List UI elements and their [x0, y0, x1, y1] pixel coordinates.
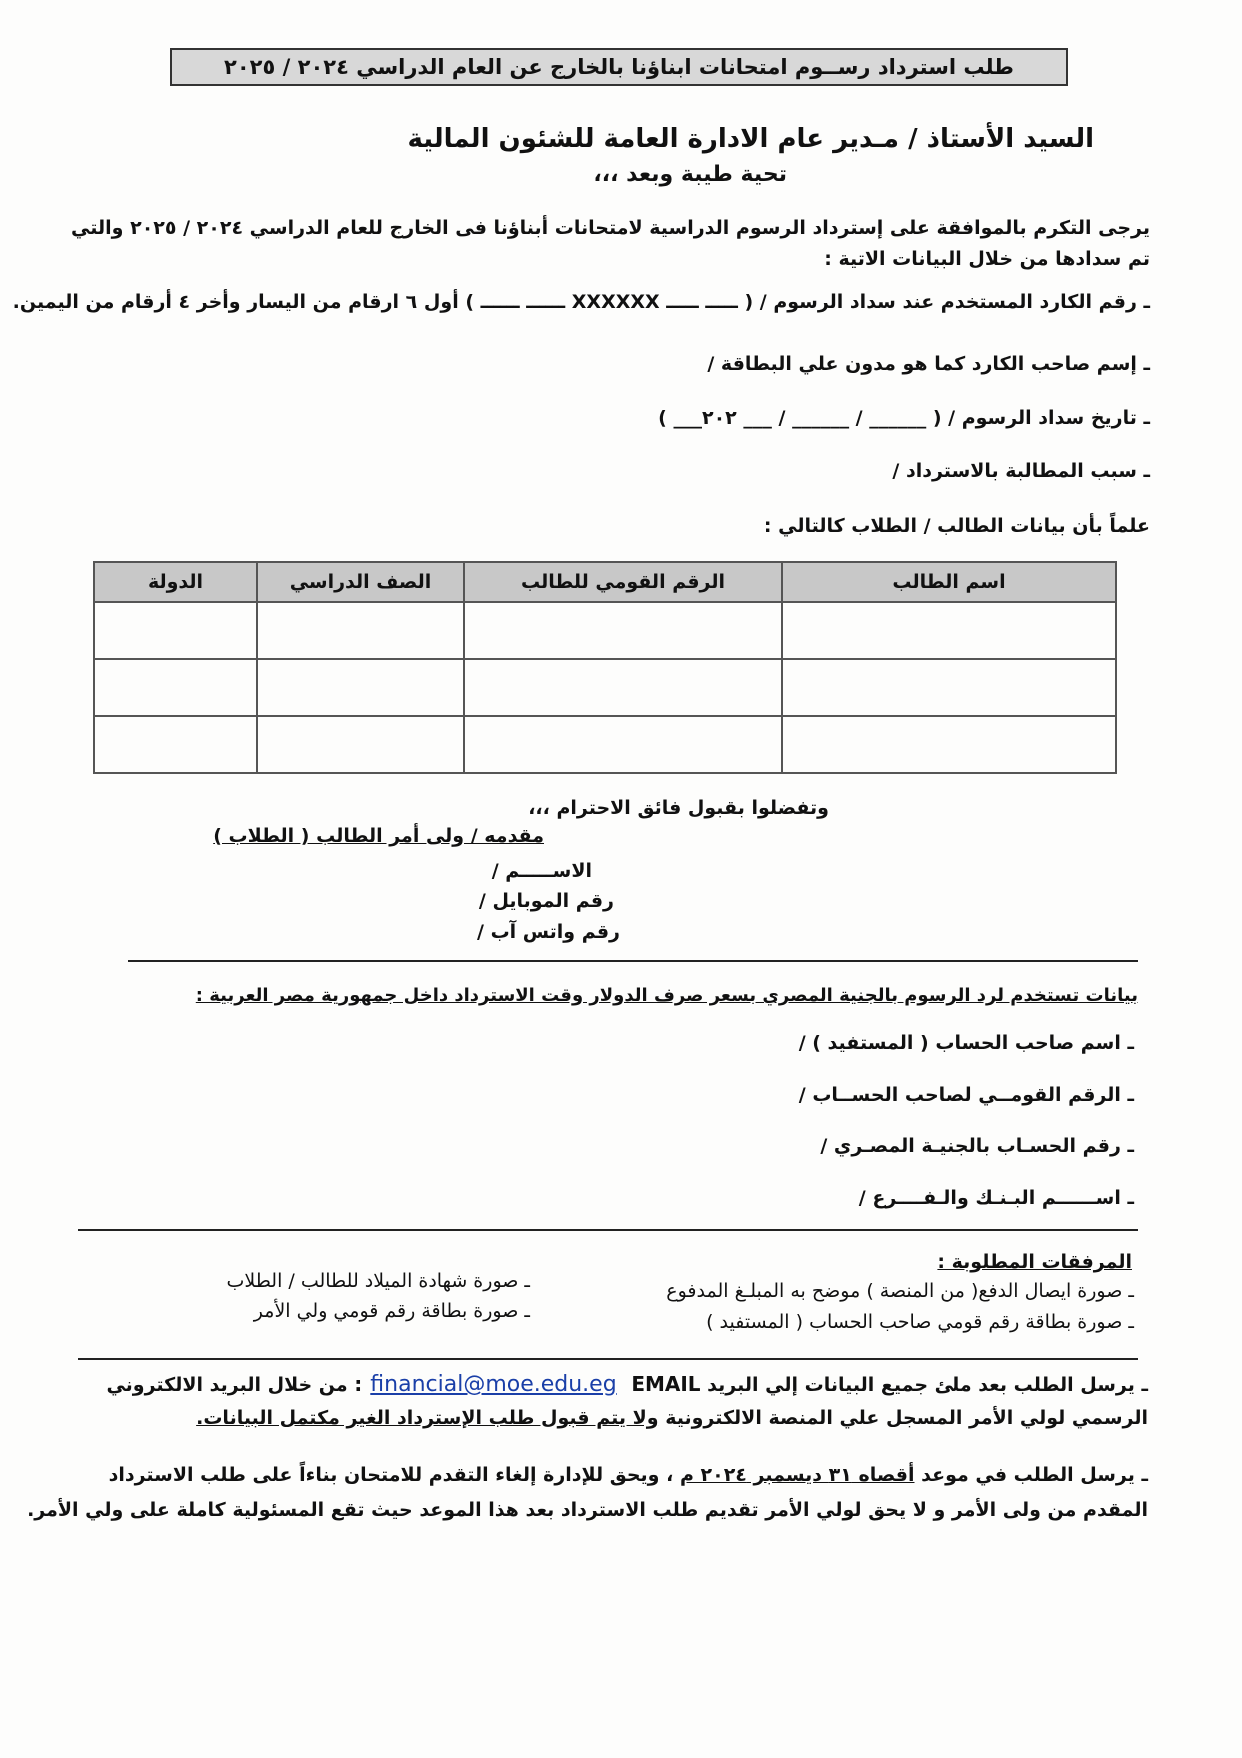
- deadline-note-line-1: [109, 1464, 1148, 1486]
- deadline-pre: ـ يرسل الطلب في موعد: [921, 1464, 1148, 1486]
- student-name-cell[interactable]: [782, 659, 1116, 716]
- grade-cell[interactable]: [257, 659, 464, 716]
- grade-cell[interactable]: [257, 602, 464, 659]
- email-note-plain: الرسمي لولي الأمر المسجل علي المنصة الالكترونية: [665, 1407, 1148, 1429]
- column-header-country: الدولة: [94, 562, 257, 602]
- national-id-cell[interactable]: [464, 716, 782, 773]
- attachment-payment-receipt: ـ صورة ايصال الدفع( من المنصة ) موضح به المبلـغ المدفوع: [666, 1280, 1134, 1302]
- attachment-beneficiary-id: ـ صورة بطاقة رقم قومي صاحب الحساب ( المستفيد ): [706, 1311, 1134, 1333]
- deadline-date: أقصاه ٣١ ديسمبر ٢٠٢٤ م: [679, 1464, 915, 1486]
- submitter-label: مقدمه / ولى أمر الطالب ( الطلاب ): [213, 825, 544, 847]
- attachments-heading: المرفقات المطلوبة :: [937, 1251, 1132, 1273]
- section-divider: [128, 960, 1138, 962]
- form-title: طلب استرداد رســوم امتحانات ابناؤنا بالخارج عن العام الدراسي ٢٠٢٤ / ٢٠٢٥: [170, 48, 1068, 86]
- email-note-post: من خلال البريد الالكتروني: [106, 1374, 348, 1396]
- table-row: [94, 716, 1116, 773]
- deadline-note-line-2: المقدم من ولى الأمر و لا يحق لولي الأمر تقديم طلب الاسترداد بعد هذا الموعد حيث تقع المسئولية كاملة على ولي الأمر.: [27, 1499, 1148, 1521]
- intro-line-1: يرجى التكرم بالموافقة على إسترداد الرسوم الدراسية لامتحانات أبناؤنا فى الخارج للعام الدراسي ٢٠٢٤ / ٢٠٢٥ والتي: [71, 217, 1150, 239]
- account-holder-field[interactable]: ـ اسم صاحب الحساب ( المستفيد ) /: [798, 1032, 1134, 1054]
- deadline-post: ، ويحق للإدارة إلغاء التقدم للامتحان بناءاً على طلب الاسترداد: [108, 1464, 674, 1486]
- closing-respect: وتفضلوا بقبول فائق الاحترام ،،،: [528, 797, 829, 819]
- national-id-cell[interactable]: [464, 602, 782, 659]
- national-id-cell[interactable]: [464, 659, 782, 716]
- submitter-mobile-field[interactable]: رقم الموبايل /: [478, 890, 614, 912]
- attachment-birth-certificate: ـ صورة شهادة الميلاد للطالب / الطلاب: [226, 1270, 530, 1292]
- country-cell[interactable]: [94, 602, 257, 659]
- reason-field[interactable]: ـ سبب المطالبة بالاسترداد /: [892, 460, 1150, 482]
- account-national-id-field[interactable]: ـ الرقم القومــي لصاحب الحســاب /: [798, 1084, 1134, 1106]
- email-link[interactable]: financial@moe.edu.eg: [370, 1372, 617, 1397]
- bank-section-heading: بيانات تستخدم لرد الرسوم بالجنية المصري بسعر صرف الدولار وقت الاسترداد داخل جمهورية مصر العربية :: [195, 985, 1138, 1006]
- submitter-whatsapp-field[interactable]: رقم واتس آب /: [477, 921, 620, 943]
- email-note-warning: ولا يتم قبول طلب الإسترداد الغير مكتمل البيانات.: [196, 1407, 659, 1429]
- student-name-cell[interactable]: [782, 716, 1116, 773]
- email-note-pre: ـ يرسل الطلب بعد ملئ جميع البيانات إلي البريد: [707, 1374, 1148, 1396]
- section-divider: [78, 1358, 1138, 1360]
- account-number-field[interactable]: ـ رقم الحسـاب بالجنيـة المصـري /: [820, 1135, 1134, 1157]
- table-header-row: [94, 562, 1116, 602]
- student-name-cell[interactable]: [782, 602, 1116, 659]
- attachment-guardian-id: ـ صورة بطاقة رقم قومي ولي الأمر: [253, 1300, 530, 1322]
- column-header-grade: الصف الدراسي: [257, 562, 464, 602]
- grade-cell[interactable]: [257, 716, 464, 773]
- students-intro: علماً بأن بيانات الطالب / الطلاب كالتالي :: [763, 515, 1150, 537]
- greeting: تحية طيبة وبعد ،،،: [593, 162, 787, 187]
- column-header-student-name: اسم الطالب: [782, 562, 1116, 602]
- table-row: [94, 659, 1116, 716]
- intro-line-2: تم سدادها من خلال البيانات الاتية :: [824, 248, 1150, 270]
- section-divider: [78, 1229, 1138, 1231]
- bank-branch-field[interactable]: ـ اســــــم البـنـك والـفــــرع /: [858, 1187, 1134, 1209]
- email-note-line-2: [196, 1407, 1148, 1429]
- country-cell[interactable]: [94, 716, 257, 773]
- email-note-line-1: [106, 1372, 1148, 1397]
- addressee: السيد الأستاذ / مـدير عام الادارة العامة للشئون المالية: [407, 124, 1094, 154]
- email-label: EMAIL:: [354, 1372, 701, 1396]
- column-header-national-id: الرقم القومي للطالب: [464, 562, 782, 602]
- students-table: [93, 561, 1117, 774]
- card-number-field[interactable]: ـ رقم الكارد المستخدم عند سداد الرسوم / ( ـــــ ـــــ XXXXXX ــــــ ــــــ ) أول ٦ ارقام من اليسار وأخر ٤ أرقام من اليمين.: [12, 291, 1150, 313]
- card-holder-field[interactable]: ـ إسم صاحب الكارد كما هو مدون علي البطاقة /: [707, 353, 1150, 375]
- table-row: [94, 602, 1116, 659]
- payment-date-field[interactable]: ـ تاريخ سداد الرسوم / ( ______ / ______ / ___ ٢٠٢___ ): [658, 407, 1150, 429]
- submitter-name-field[interactable]: الاســـــم /: [491, 860, 592, 882]
- country-cell[interactable]: [94, 659, 257, 716]
